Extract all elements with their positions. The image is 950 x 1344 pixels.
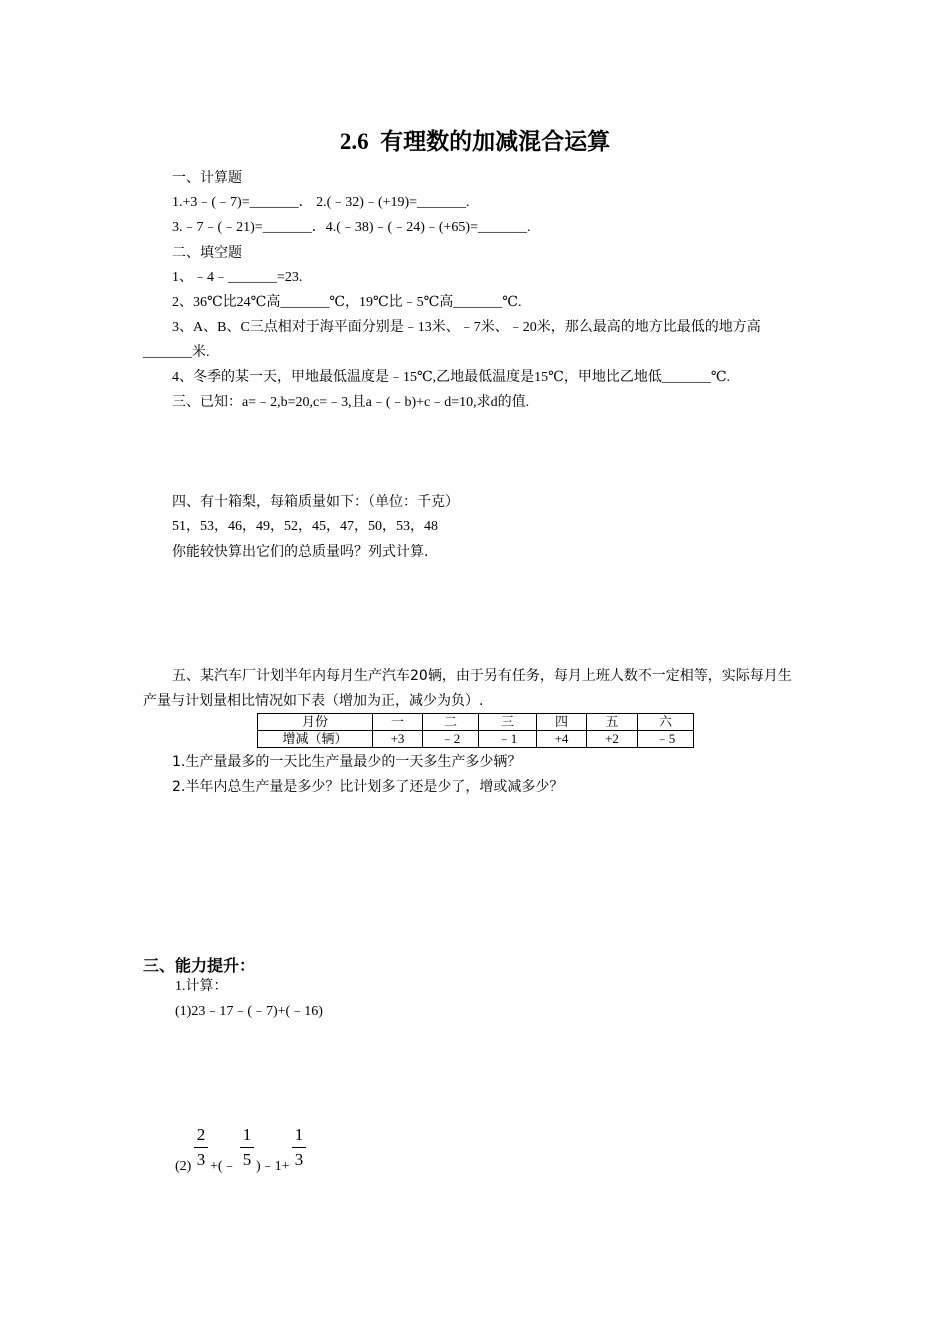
- fill-q3-line1: 3、A、B、C三点相对于海平面分别是﹣13米、﹣7米、﹣20米，那么最高的地方比最低的地方高: [172, 320, 761, 335]
- fraction-3-numerator: 1: [294, 1125, 304, 1144]
- production-table: [257, 713, 694, 748]
- section5-line1: 五、某汽车厂计划半年内每月生产汽车20辆，由于另有任务，每月上班人数不一定相等，实际每月生: [172, 668, 792, 684]
- fraction-1-denominator: 3: [196, 1150, 206, 1169]
- section1-heading: 一、计算题: [172, 170, 242, 186]
- ability-problem-1: (1)23﹣17﹣(﹣7)+(﹣16): [175, 1004, 323, 1019]
- table-cell: ﹣1: [479, 731, 537, 748]
- fill-q2: 2、36℃比24℃高_______℃，19℃比﹣5℃高_______℃.: [172, 295, 522, 310]
- section5-line2: 产量与计划量相比情况如下表（增加为正，减少为负）.: [143, 693, 484, 709]
- table-cell: 一: [373, 714, 423, 731]
- table-cell: ﹣2: [423, 731, 479, 748]
- table-cell: +2: [587, 731, 638, 748]
- fill-q1: 1、﹣4﹣_______=23.: [172, 270, 303, 285]
- table-cell: 三: [479, 714, 537, 731]
- fraction-1-numerator: 2: [196, 1125, 206, 1144]
- calc-line-1: 1.+3﹣(﹣7)=_______． 2.(﹣32)﹣(+19)=_______.: [172, 195, 470, 210]
- section5-q1: 1.生产量最多的一天比生产量最少的一天多生产多少辆？: [172, 754, 522, 770]
- section4-heading: 四、有十箱梨，每箱质量如下：（单位：千克）: [172, 494, 459, 510]
- title-text: 有理数的加减混合运算: [380, 129, 611, 155]
- fraction-3-denominator: 3: [294, 1150, 304, 1169]
- table-cell: 二: [423, 714, 479, 731]
- fraction-2-denominator: 5: [242, 1150, 252, 1169]
- ability-calc-label: 1.计算：: [175, 979, 228, 994]
- fraction-bar: [240, 1147, 254, 1148]
- section4-question: 你能较快算出它们的总质量吗？列式计算.: [172, 544, 429, 560]
- table-header-cell: 月份: [258, 714, 373, 731]
- table-cell: 四: [537, 714, 587, 731]
- section5-q2: 2.半年内总生产量是多少？比计划多了还是少了，增或减多少？: [172, 779, 564, 795]
- operator-2: )﹣1+: [256, 1159, 290, 1174]
- fill-q4: 4、冬季的某一天，甲地最低温度是﹣15℃,乙地最低温度是15℃，甲地比乙地低_______℃.: [172, 370, 730, 385]
- table-cell: 六: [638, 714, 694, 731]
- table-cell: 五: [587, 714, 638, 731]
- fraction-bar: [292, 1147, 306, 1148]
- pear-weights: 51，53，46，49，52，45，47，50，53，48: [172, 519, 438, 534]
- fraction-bar: [194, 1147, 208, 1148]
- operator-1: +(﹣: [210, 1159, 237, 1174]
- fill-q3-line2: _______米.: [143, 345, 210, 360]
- fraction-2: [240, 1125, 254, 1170]
- fraction-2-numerator: 1: [242, 1125, 252, 1144]
- section2-heading: 二、填空题: [172, 245, 242, 261]
- page-title: [0, 128, 950, 156]
- section3-given: 三、已知：a=﹣2,b=20,c=﹣3,且a﹣(﹣b)+c﹣d=10,求d的值.: [172, 395, 530, 410]
- table-row: [258, 714, 694, 731]
- title-number: 2.6: [339, 129, 369, 154]
- table-cell: ﹣5: [638, 731, 694, 748]
- table-header-cell: 增减（辆）: [258, 731, 373, 748]
- fraction-3: [292, 1125, 306, 1170]
- problem-2-label: (2): [175, 1159, 192, 1174]
- table-cell: +4: [537, 731, 587, 748]
- fraction-1: [194, 1125, 208, 1170]
- table-cell: +3: [373, 731, 423, 748]
- calc-line-2: 3.﹣7﹣(﹣21)=_______．4.(﹣38)﹣(﹣24)﹣(+65)=_______.: [172, 220, 531, 235]
- table-row: [258, 731, 694, 748]
- ability-heading: 三、能力提升：: [143, 956, 256, 975]
